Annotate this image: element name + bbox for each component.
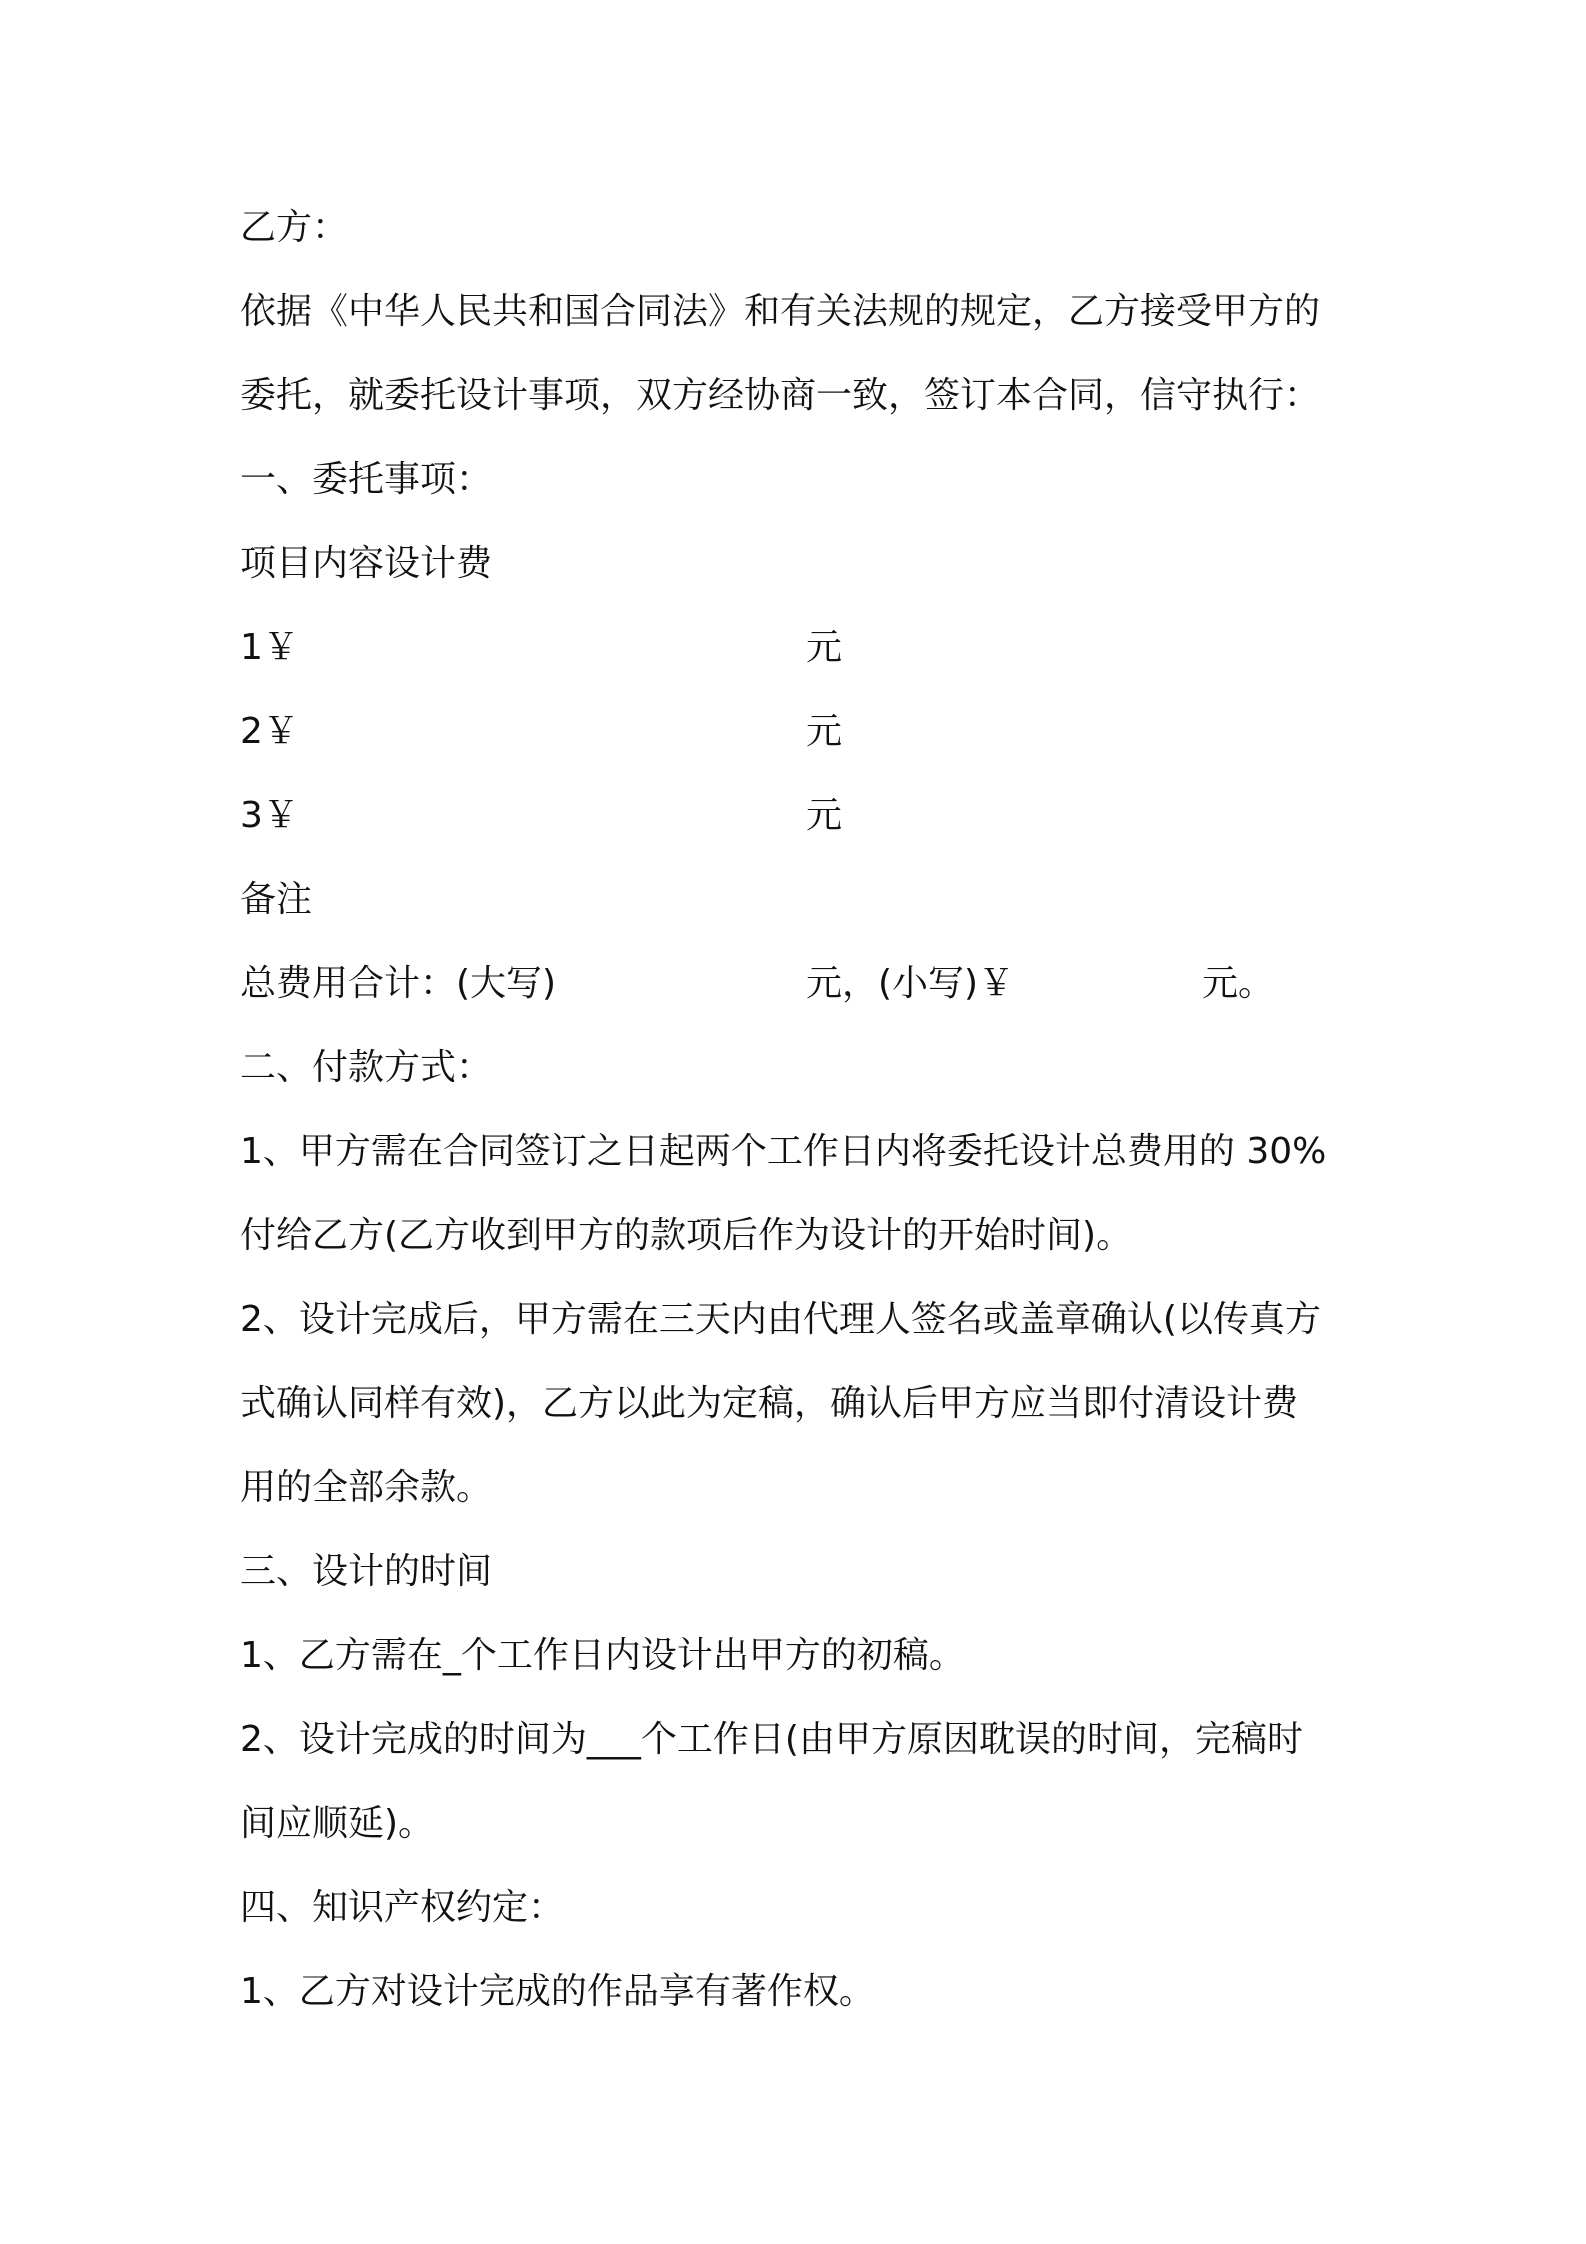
section-2-heading: 二、付款方式： xyxy=(240,1047,493,1088)
fee-item-1-unit: 元 xyxy=(806,627,843,668)
total-fee-label: 总费用合计：(大写) xyxy=(240,963,557,1004)
time-clause-2-line-1: 2、设计完成的时间为___个工作日(由甲方原因耽误的时间，完稿时 xyxy=(240,1719,1303,1760)
intro-line-2: 委托，就委托设计事项，双方经协商一致，签订本合同，信守执行： xyxy=(240,375,1321,416)
intro-line-1: 依据《中华人民共和国合同法》和有关法规的规定，乙方接受甲方的 xyxy=(240,291,1321,332)
remark-label: 备注 xyxy=(240,879,313,920)
fee-table-header: 项目内容设计费 xyxy=(240,543,493,584)
time-clause-2-line-2: 间应顺延)。 xyxy=(240,1803,435,1844)
section-4-heading: 四、知识产权约定： xyxy=(240,1887,565,1928)
total-fee-end: 元。 xyxy=(1202,963,1275,1004)
section-3-heading: 三、设计的时间 xyxy=(240,1551,493,1592)
payment-clause-2-line-2: 式确认同样有效)，乙方以此为定稿，确认后甲方应当即付清设计费 xyxy=(240,1383,1299,1424)
payment-clause-2-line-1: 2、设计完成后，甲方需在三天内由代理人签名或盖章确认(以传真方 xyxy=(240,1299,1321,1340)
party-b-label: 乙方： xyxy=(240,207,349,248)
fee-item-2-label: 2￥ xyxy=(240,711,299,752)
section-1-heading: 一、委托事项： xyxy=(240,459,493,500)
payment-clause-2-line-3: 用的全部余款。 xyxy=(240,1467,493,1508)
fee-item-3-label: 3￥ xyxy=(240,795,299,836)
ip-clause-1: 1、乙方对设计完成的作品享有著作权。 xyxy=(240,1971,875,2012)
fee-item-3-unit: 元 xyxy=(806,795,843,836)
fee-item-2-unit: 元 xyxy=(806,711,843,752)
time-clause-1: 1、乙方需在_个工作日内设计出甲方的初稿。 xyxy=(240,1635,965,1676)
fee-item-1-label: 1￥ xyxy=(240,627,299,668)
payment-clause-1-line-1: 1、甲方需在合同签订之日起两个工作日内将委托设计总费用的 30% xyxy=(240,1131,1327,1172)
payment-clause-1-line-2: 付给乙方(乙方收到甲方的款项后作为设计的开始时间)。 xyxy=(240,1215,1133,1256)
total-fee-small-label: 元，(小写)￥ xyxy=(806,963,1015,1004)
